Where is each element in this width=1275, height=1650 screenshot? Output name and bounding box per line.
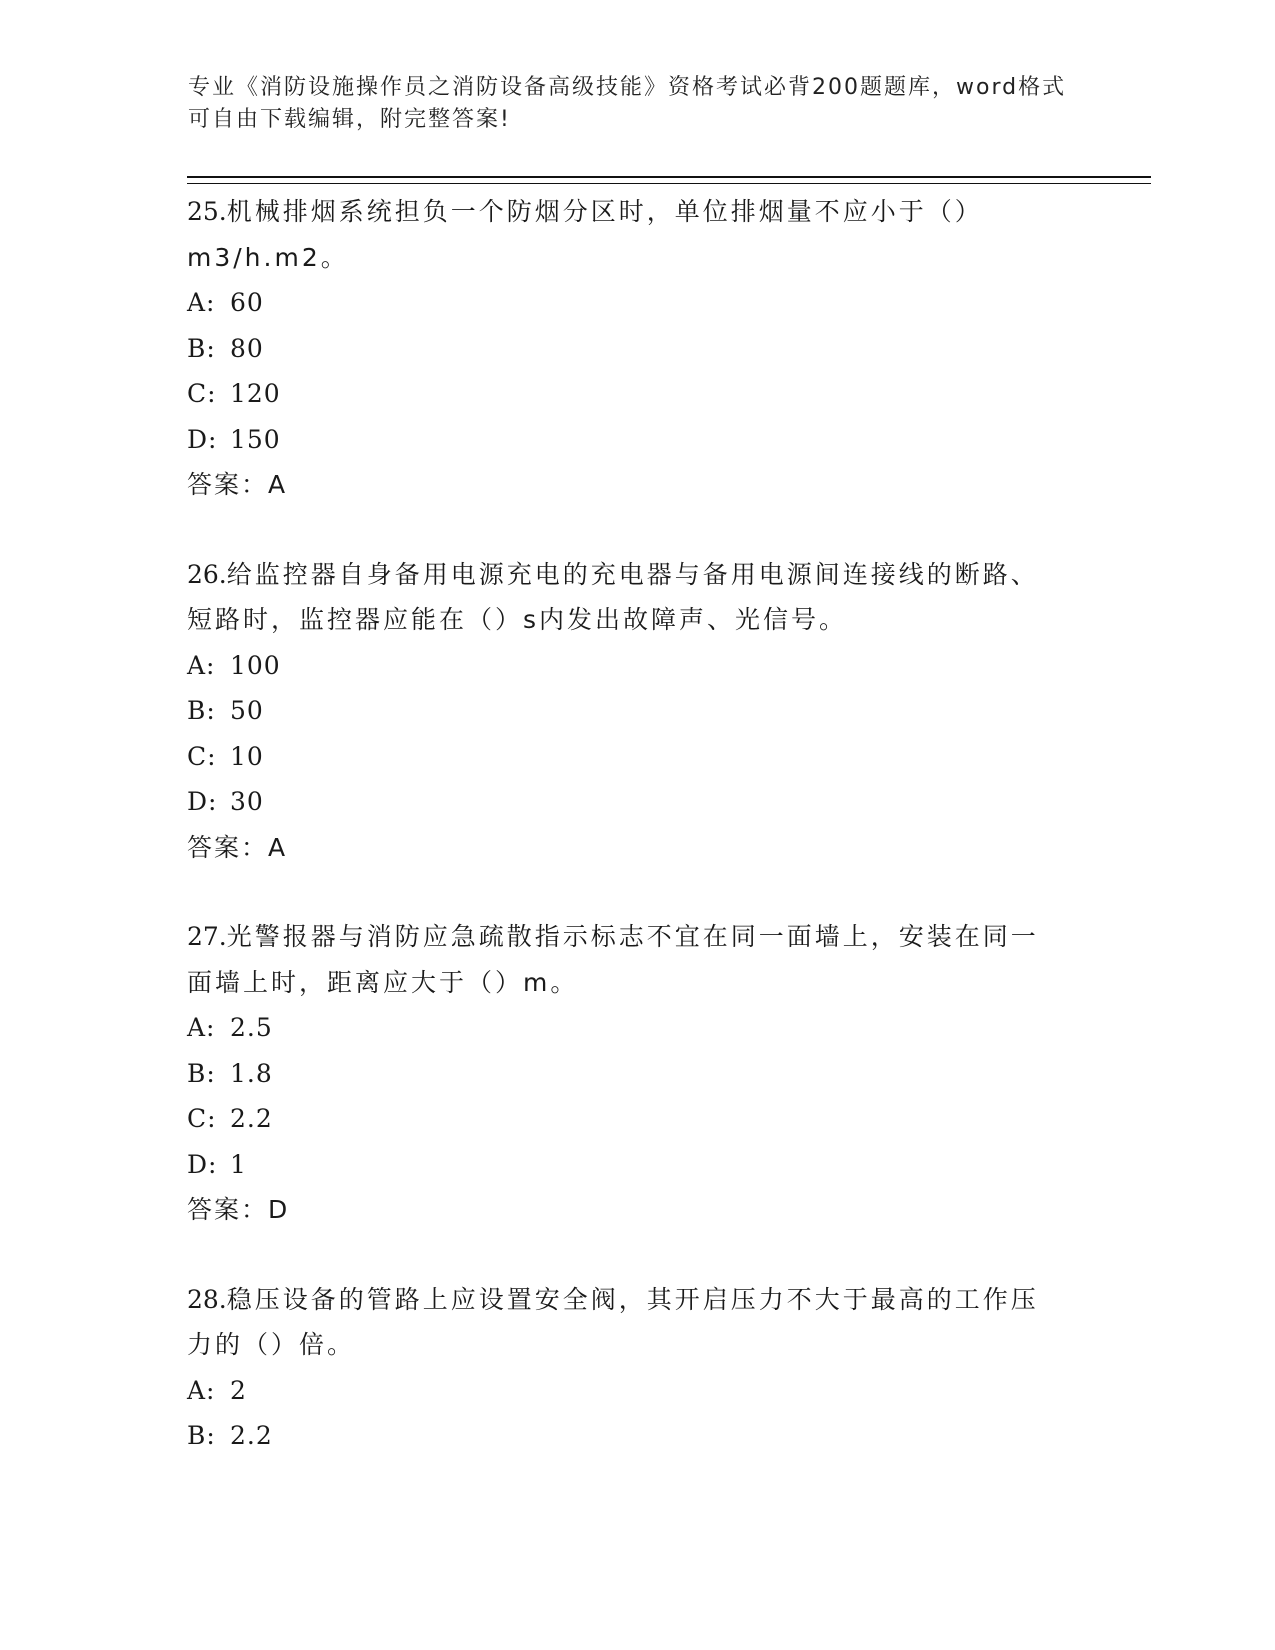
option-b: [187, 1413, 1087, 1459]
question-gap: [187, 508, 1087, 552]
option-value: 2: [230, 1375, 247, 1405]
option-d: [187, 779, 1087, 825]
option-a: [187, 643, 1087, 689]
option-letter: D:: [187, 787, 218, 816]
header-divider-thick: [187, 176, 1151, 178]
option-letter: A:: [187, 650, 216, 680]
answer-line: 答案：D: [187, 1195, 290, 1224]
option-value: 100: [230, 650, 281, 680]
option-letter: D:: [187, 1149, 218, 1179]
option-letter: B:: [187, 1421, 216, 1450]
question-28: [187, 1277, 1087, 1459]
option-b: [187, 688, 1087, 734]
question-number: 26.: [187, 559, 227, 589]
question-number: 25.: [187, 197, 227, 226]
question-gap: [187, 1233, 1087, 1277]
answer-line: 答案：A: [187, 470, 288, 499]
option-value: 1.8: [230, 1058, 273, 1088]
option-letter: B:: [187, 696, 216, 725]
question-text: 机械排烟系统担负一个防烟分区时，单位排烟量不应小于（）m3/h.m2。: [187, 197, 983, 272]
option-value: 150: [230, 424, 281, 454]
option-letter: C:: [187, 379, 217, 408]
question-number: 28.: [187, 1284, 227, 1314]
option-letter: D:: [187, 424, 218, 454]
document-header: 专业《消防设施操作员之消防设备高级技能》资格考试必背200题题库，word格式可自由下载编辑，附完整答案!: [188, 75, 1067, 132]
option-letter: A:: [187, 1013, 216, 1042]
answer-line: 答案：A: [187, 832, 288, 862]
question-27: [187, 914, 1087, 1233]
option-value: 30: [230, 787, 264, 816]
option-c: [187, 734, 1087, 780]
option-value: 1: [230, 1149, 247, 1179]
question-gap: [187, 870, 1087, 914]
question-text: 光警报器与消防应急疏散指示标志不宜在同一面墙上，安装在同一面墙上时，距离应大于（）m。: [187, 922, 1039, 997]
option-d: [187, 417, 1087, 463]
option-value: 60: [230, 288, 264, 317]
question-text: 稳压设备的管路上应设置安全阀，其开启压力不大于最高的工作压力的（）倍。: [187, 1284, 1039, 1359]
question-stem: [187, 552, 1057, 643]
option-value: 50: [230, 696, 264, 725]
question-stem: [187, 1277, 1057, 1368]
option-value: 120: [230, 379, 281, 408]
option-letter: C:: [187, 1104, 217, 1133]
option-a: [187, 1368, 1087, 1414]
header-divider-thin: [187, 183, 1151, 184]
option-value: 80: [230, 333, 264, 363]
question-list: [187, 189, 1087, 1459]
option-b: [187, 326, 1087, 372]
option-letter: A:: [187, 1375, 216, 1405]
option-value: 2.2: [230, 1421, 273, 1450]
option-d: [187, 1142, 1087, 1188]
question-stem: [187, 914, 1057, 1005]
option-a: [187, 280, 1087, 326]
option-value: 2.5: [230, 1013, 273, 1042]
option-c: [187, 371, 1087, 417]
option-letter: B:: [187, 1058, 216, 1088]
question-stem: [187, 189, 987, 280]
option-value: 10: [230, 741, 264, 771]
option-a: [187, 1005, 1087, 1051]
option-c: [187, 1096, 1087, 1142]
option-b: [187, 1051, 1087, 1097]
question-25: [187, 189, 1087, 508]
question-text: 给监控器自身备用电源充电的充电器与备用电源间连接线的断路、短路时，监控器应能在（）s内发出故障声、光信号。: [187, 559, 1039, 634]
option-letter: C:: [187, 741, 217, 771]
option-value: 2.2: [230, 1104, 273, 1133]
option-letter: B:: [187, 333, 216, 363]
question-26: [187, 552, 1087, 871]
option-letter: A:: [187, 288, 216, 317]
question-number: 27.: [187, 922, 227, 951]
